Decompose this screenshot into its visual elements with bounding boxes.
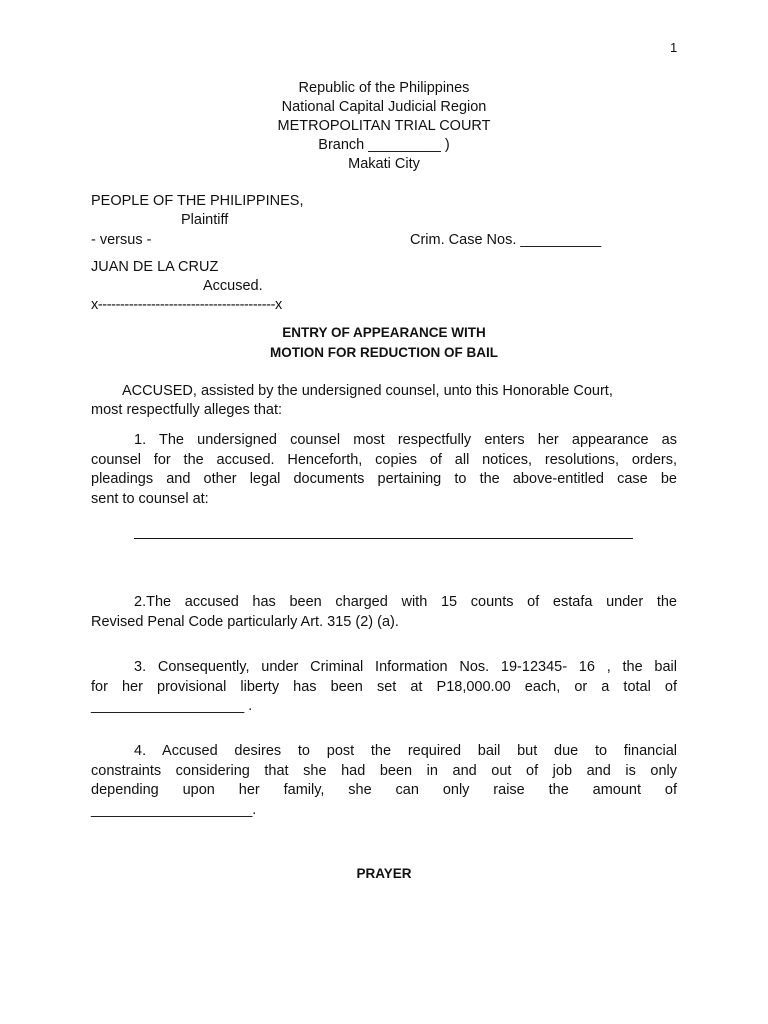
address-blank-line bbox=[134, 538, 633, 539]
paragraph-4-line-4: ____________________. bbox=[91, 801, 257, 818]
paragraph-3-line-3: ___________________ . bbox=[91, 698, 253, 714]
paragraph-3 bbox=[91, 658, 677, 717]
header-branch: Branch _________ ) bbox=[318, 137, 450, 153]
paragraph-3-line-2: for her provisional liberty has been set at P18,000.00 each, or a total of bbox=[91, 678, 677, 695]
paragraph-4-line-3: depending upon her family, she can only raise the amount of bbox=[91, 782, 677, 798]
paragraph-1-line-3: pleadings and other legal documents pertaining to the above-entitled case be bbox=[91, 471, 677, 487]
paragraph-1 bbox=[91, 431, 677, 509]
paragraph-2-line-2: Revised Penal Code particularly Art. 315 (2) (a). bbox=[91, 613, 399, 630]
header-region: National Capital Judicial Region bbox=[281, 99, 487, 115]
title-line-2: MOTION FOR REDUCTION OF BAIL bbox=[270, 345, 498, 360]
title-line-1: ENTRY OF APPEARANCE WITH bbox=[282, 325, 486, 340]
paragraph-2-line-1: 2.The accused has been charged with 15 counts of estafa under the bbox=[134, 594, 677, 610]
versus-label: - versus - bbox=[91, 232, 152, 248]
paragraph-1-line-2: counsel for the accused. Henceforth, copies of all notices, resolutions, orders, bbox=[91, 451, 677, 468]
paragraph-1-line-1: 1. The undersigned counsel most respectfully enters her appearance as bbox=[134, 432, 677, 448]
prayer-heading: PRAYER bbox=[356, 866, 412, 881]
intro-line-2: most respectfully alleges that: bbox=[91, 402, 283, 418]
paragraph-4-line-2: constraints considering that she had been in and out of job and is only bbox=[91, 762, 677, 779]
accused-name: JUAN DE LA CRUZ bbox=[91, 259, 219, 275]
paragraph-4 bbox=[91, 742, 677, 820]
page-number: 1 bbox=[670, 40, 678, 55]
intro-line-1: ACCUSED, assisted by the undersigned counsel, unto this Honorable Court, bbox=[122, 383, 613, 399]
paragraph-3-line-1: 3. Consequently, under Criminal Information Nos. 19-12345- 16 , the bail bbox=[134, 659, 677, 675]
paragraph-1-line-4: sent to counsel at: bbox=[91, 490, 209, 507]
paragraph-4-line-1: 4. Accused desires to post the required bail but due to financial bbox=[134, 743, 677, 759]
plaintiff-role: Plaintiff bbox=[181, 212, 229, 228]
case-number: Crim. Case Nos. __________ bbox=[410, 232, 602, 248]
accused-role: Accused. bbox=[203, 278, 263, 294]
header-city: Makati City bbox=[348, 156, 420, 172]
header-court: METROPOLITAN TRIAL COURT bbox=[277, 118, 491, 134]
plaintiff-name: PEOPLE OF THE PHILIPPINES, bbox=[91, 193, 304, 209]
caption-separator: x----------------------------------------x bbox=[91, 297, 282, 313]
paragraph-2 bbox=[91, 593, 677, 632]
header-republic: Republic of the Philippines bbox=[298, 80, 470, 96]
